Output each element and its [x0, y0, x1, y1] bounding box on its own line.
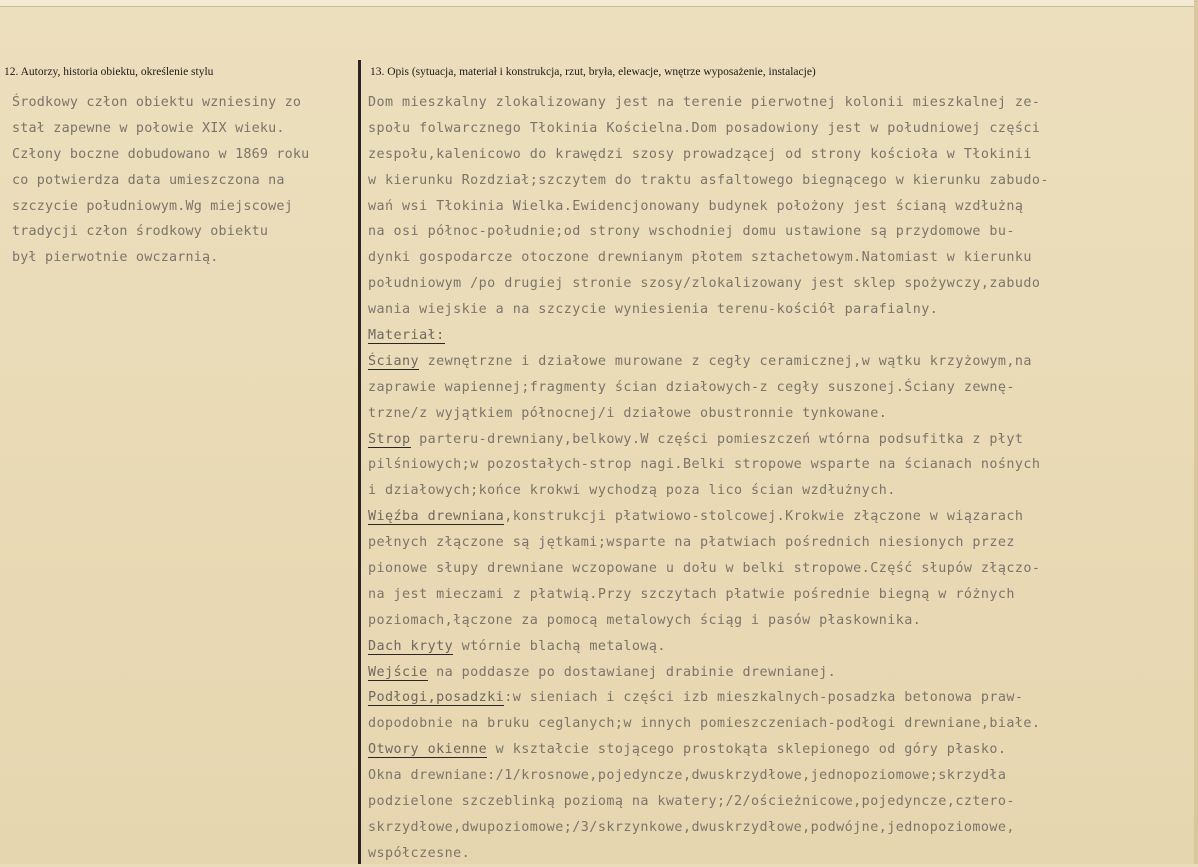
- description-text-content: poziomach,łączone za pomocą metalowych ściąg i pasów płaskownika.: [368, 612, 922, 628]
- description-text-content: pilśniowych;w pozostałych-strop nagi.Belki stropowe wsparte na ścianach nośnych: [368, 457, 1041, 473]
- description-text-line: [368, 297, 1194, 323]
- description-text-line: [368, 452, 1194, 478]
- description-text-line: [368, 194, 1194, 220]
- description-text-content: dopodobnie na bruku ceglanych;w innych pomieszczeniach-podłogi drewniane,białe.: [368, 716, 1041, 732]
- description-text-content: południowym /po drugiej stronie szosy/zlokalizowany jest sklep spożywczy,zabudo: [368, 276, 1041, 292]
- description-text-content: współczesne.: [368, 845, 471, 861]
- description-text-line: [368, 427, 1194, 453]
- description-text-line: [368, 530, 1194, 556]
- description-text-content: ,konstrukcji płatwiowo-stolcowej.Krokwie złączone w wiązarach: [504, 509, 1024, 525]
- section-heading-underlined: Strop: [368, 431, 411, 447]
- description-text-line: [368, 685, 1194, 711]
- description-text-content: w kierunku Rozdział;szczytem do traktu asfaltowego biegnącego w kierunku zabudo-: [368, 172, 1049, 188]
- description-text-line: [368, 582, 1194, 608]
- description-text-line: [368, 271, 1194, 297]
- description-text-line: [368, 401, 1194, 427]
- description-text-line: [368, 504, 1194, 530]
- description-text-line: [368, 711, 1194, 737]
- description-text-line: [368, 375, 1194, 401]
- description-text-line: [368, 608, 1194, 634]
- description-text-line: [368, 815, 1194, 841]
- section-heading-underlined: Otwory okienne: [368, 742, 488, 758]
- history-text-line: szczycie południowym.Wg miejscowej: [12, 198, 293, 214]
- description-text-content: i działowych;końce krokwi wychodzą poza lico ścian wzdłużnych.: [368, 483, 896, 499]
- description-text-content: skrzydłowe,dwupoziomowe;/3/skrzynkowe,dwuskrzydłowe,podwójne,jednopoziomowe,: [368, 819, 1015, 835]
- description-text-line: [368, 116, 1194, 142]
- description-text-line: [368, 219, 1194, 245]
- section-heading-underlined: Podłogi,posadzki: [368, 690, 505, 706]
- description-text-content: zespołu,kalenicowo do krawędzi szosy prowadzącej od strony kościoła w Tłokinii: [368, 146, 1032, 162]
- description-text-line: [368, 789, 1194, 815]
- history-text-column: [12, 90, 358, 271]
- field-13-heading: 13. Opis (sytuacja, materiał i konstrukcja, rzut, bryła, elewacje, wnętrze wyposażenie, instalacje): [370, 66, 816, 78]
- description-text-line: [368, 763, 1194, 789]
- field-12-heading: 12. Autorzy, historia obiektu, określenie stylu: [4, 66, 214, 78]
- description-text-content: pionowe słupy drewniane wczopowane u dołu w belki stropowe.Część słupów złączo-: [368, 561, 1041, 577]
- description-text-content: zaprawie wapiennej;fragmenty ścian działowych-z cegły suszonej.Ściany zewnę-: [368, 379, 1015, 395]
- description-text-content: parteru-drewniany,belkowy.W części pomieszczeń wtórna podsufitka z płyt: [410, 431, 1024, 447]
- description-text-line: [368, 841, 1194, 867]
- description-text-line: [368, 245, 1194, 271]
- history-text-line: Środkowy człon obiektu wzniesiny zo: [12, 95, 302, 110]
- description-text-content: trzne/z wyjątkiem północnej/i działowe obustronnie tynkowane.: [368, 405, 888, 421]
- section-heading-underlined: Ściany: [368, 353, 420, 369]
- description-text-content: na jest mieczami z płatwią.Przy szczytach płatwie pośrednie biegną w różnych: [368, 586, 1015, 602]
- section-heading-underlined: Dach kryty: [368, 638, 454, 654]
- description-text-line: [368, 168, 1194, 194]
- description-text-content: społu folwarcznego Tłokinia Kościelna.Dom posadowiony jest w południowej części: [368, 120, 1041, 136]
- description-text-line: [368, 349, 1194, 375]
- description-text-content: wań wsi Tłokinia Wielka.Ewidencjonowany budynek położony jest ścianą wzdłużną: [368, 198, 1024, 214]
- card-right-edge: [1194, 0, 1198, 864]
- description-text-content: wania wiejskie a na szczycie wyniesienia terenu-kościół parafialny.: [368, 302, 939, 318]
- description-text-line: [368, 634, 1194, 660]
- history-text-line: Człony boczne dobudowano w 1869 roku: [12, 146, 310, 162]
- description-text-content: wtórnie blachą metalową.: [453, 638, 666, 654]
- description-text-line: [368, 142, 1194, 168]
- history-text-line: był pierwotnie owczarnią.: [12, 250, 219, 266]
- description-text-line: [368, 90, 1194, 116]
- description-text-line: [368, 556, 1194, 582]
- description-text-content: :w sieniach i części izb mieszkalnych-posadzka betonowa praw-: [504, 690, 1024, 706]
- description-text-content: w kształcie stojącego prostokąta sklepionego od góry płasko.: [487, 742, 1007, 758]
- description-text-content: dynki gospodarcze otoczone drewnianym płotem sztachetowym.Natomiast w kierunku: [368, 250, 1032, 266]
- description-text-line: [368, 323, 1194, 349]
- description-text-content: na osi północ-południe;od strony wschodniej domu ustawione są przydomowe bu-: [368, 224, 1015, 240]
- section-heading-underlined: Materiał:: [368, 328, 445, 344]
- history-text-line: tradycji człon środkowy obiektu: [12, 224, 269, 240]
- description-text-column: [368, 90, 1194, 867]
- description-text-content: zewnętrzne i działowe murowane z cegły ceramicznej,w wątku krzyżowym,na: [419, 353, 1032, 369]
- history-text-line: stał zapewne w połowie XIX wieku.: [12, 120, 285, 136]
- description-text-content: Dom mieszkalny zlokalizowany jest na terenie pierwotnej kolonii mieszkalnej ze-: [368, 95, 1041, 110]
- description-text-content: na poddasze po dostawianej drabinie drewnianej.: [427, 664, 837, 680]
- description-text-content: podzielone szczeblinką poziomą na kwatery;/2/ościeżnicowe,pojedyncze,cztero-: [368, 794, 1015, 810]
- section-heading-underlined: Wejście: [368, 664, 428, 680]
- description-text-line: [368, 478, 1194, 504]
- description-text-content: pełnych złączone są jętkami;wsparte na płatwiach pośrednich niesionych przez: [368, 535, 1015, 551]
- description-text-line: [368, 660, 1194, 686]
- column-divider: [358, 60, 361, 864]
- history-text-line: co potwierdza data umieszczona na: [12, 172, 285, 188]
- card-top-edge: [0, 0, 1198, 7]
- section-heading-underlined: Więźba drewniana: [368, 509, 505, 525]
- description-text-line: [368, 737, 1194, 763]
- description-text-content: Okna drewniane:/1/krosnowe,pojedyncze,dwuskrzydłowe,jednopoziomowe;skrzydła: [368, 768, 1007, 784]
